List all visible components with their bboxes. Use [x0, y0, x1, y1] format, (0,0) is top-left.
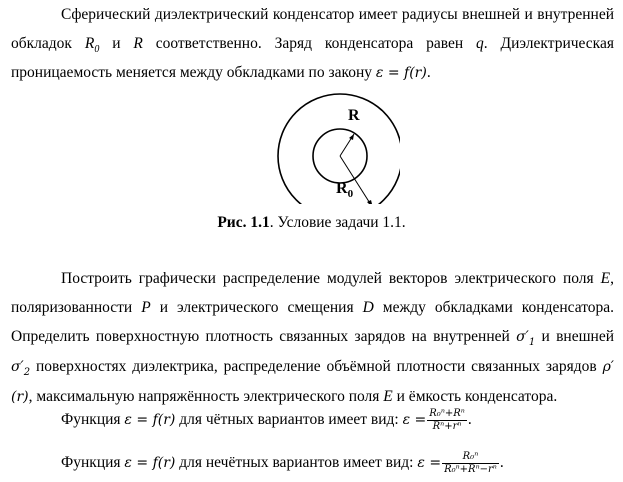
text: . Диэлектрическая проницаемость меняется между обкладками по закону [11, 35, 614, 81]
fraction-numerator: R₀ⁿ [442, 451, 499, 464]
text: Функция [61, 454, 125, 471]
symbol-d: D [362, 299, 374, 316]
formula-epsilon: ε = f(r) [124, 412, 176, 428]
task-paragraph [11, 264, 614, 412]
symbol-sigma1: $\sigma'_1$ [516, 329, 536, 348]
fraction-numerator: R₀ⁿ+Rⁿ [429, 407, 465, 419]
function-odd-line [61, 448, 504, 478]
text: Функция [61, 411, 125, 428]
text: соответственно. Заряд конденсатора равен [142, 35, 477, 52]
text: . [499, 454, 504, 471]
symbol-p: P [141, 299, 151, 316]
inner-radius-arrow [349, 134, 354, 140]
text: , поляризованности [11, 270, 614, 316]
symbol-e: E [383, 388, 393, 405]
symbol-r0: $R_0$ [84, 35, 100, 56]
text: поверхностях диэлектрика, распределение объёмной плотности связанных зарядов [30, 358, 603, 375]
symbol-rho: ρ′(r) [11, 359, 614, 405]
text: Сферический диэлектрический конденсатор имеет радиусы внешней и внутренней обкладок [11, 6, 614, 52]
formula-epsilon: ε = f(r) [375, 65, 427, 81]
fraction-denominator: Rⁿ+rⁿ [432, 420, 462, 432]
text: . [426, 64, 431, 81]
formula-epsilon: ε = f(r) [124, 455, 176, 471]
function-even-line [61, 405, 472, 435]
text: и внешней [535, 328, 614, 345]
text: и [99, 35, 134, 52]
text: , максимальную напряжённость электрического поля [28, 388, 384, 405]
fraction-denominator: R₀ⁿ+Rⁿ−rⁿ [444, 463, 497, 475]
text: между обкладками конденсатора. Определить поверхностную плотность связанных зарядов на внутренней [11, 299, 615, 345]
text: для нечётных вариантов имеет вид: [175, 454, 418, 471]
label-inner-r0: $R_0$ [336, 180, 354, 200]
caption-prefix: Рис. 1.1 [217, 214, 270, 231]
label-outer-r: R [348, 107, 360, 124]
symbol-e: E [600, 270, 611, 287]
fraction-even [427, 408, 467, 433]
text: и ёмкость конденсатора. [392, 388, 558, 405]
figure-caption [0, 208, 623, 237]
symbol-sigma2: $\sigma'_2$ [11, 359, 31, 378]
symbol-r: R [133, 35, 143, 52]
text: Построить графически распределение модулей векторов электрического поля [61, 270, 601, 287]
problem-statement-paragraph [11, 0, 614, 88]
text: для чётных вариантов имеет вид: [175, 411, 403, 428]
text: . [467, 411, 472, 428]
capacitor-figure [270, 92, 400, 204]
formula-lhs: ε = [417, 455, 442, 471]
caption-text: . Условие задачи 1.1. [269, 214, 406, 231]
fraction-odd [442, 451, 499, 476]
symbol-q: q [476, 35, 484, 52]
formula-lhs: ε = [402, 412, 427, 428]
text: и электрического смещения [150, 299, 363, 316]
